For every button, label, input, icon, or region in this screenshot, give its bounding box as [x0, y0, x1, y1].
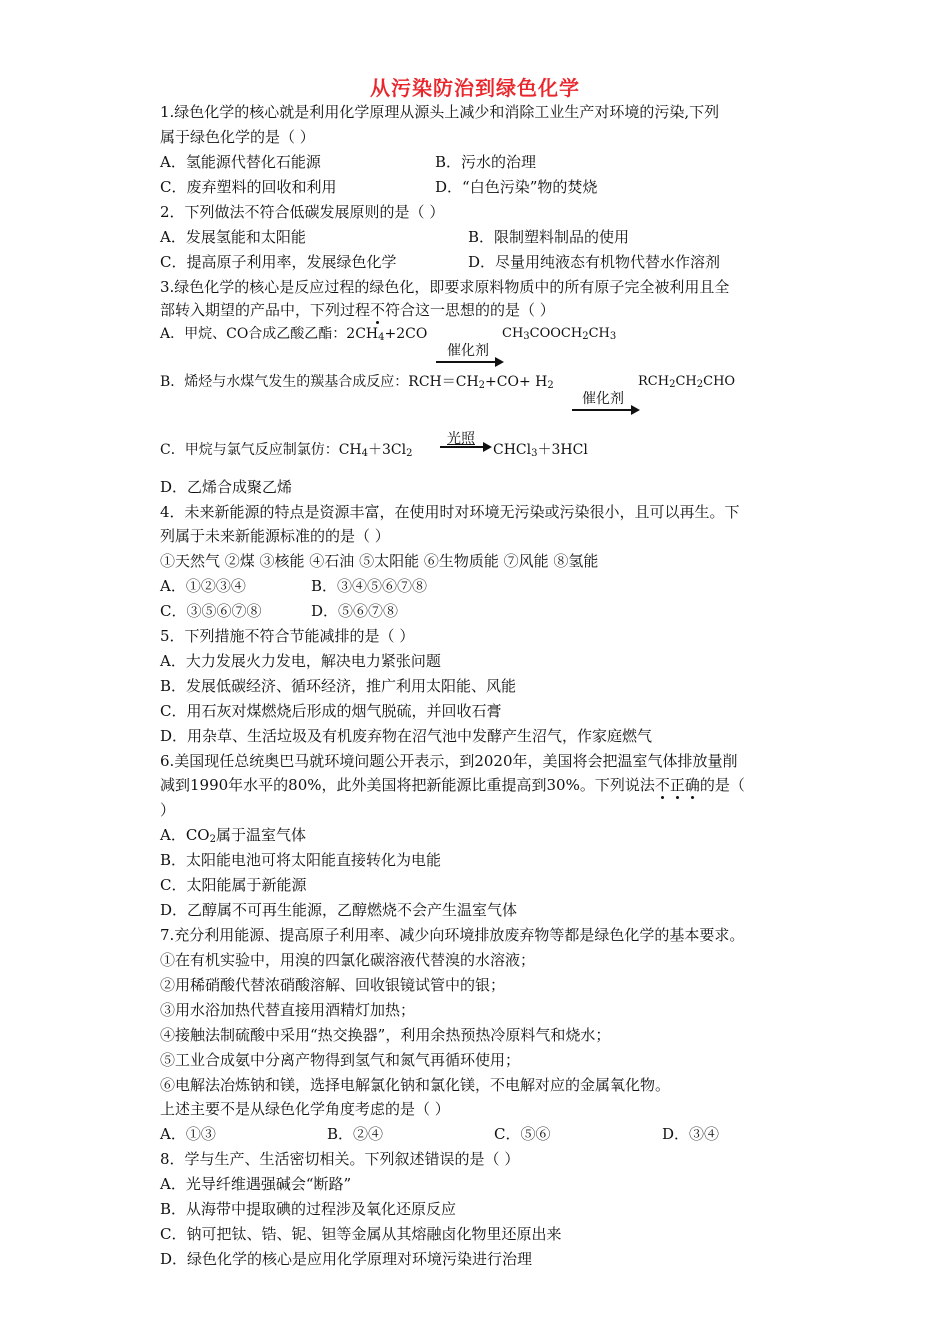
- q6-option-d: D．乙醇属不可再生能源，乙醇燃烧不会产生温室气体: [160, 901, 518, 919]
- q7-stem: 7.充分利用能源、提高原子利用率、减少向环境排放废弃物等都是绿色化学的基本要求。: [160, 926, 745, 944]
- q3-a-condition: 催化剂: [447, 343, 489, 359]
- q3-a-arrow-icon: [436, 361, 502, 363]
- q7-item-4: ④接触法制硫酸中采用“热交换器”，利用余热预热冷原料气和烧水；: [160, 1026, 611, 1044]
- q3-c-sub1: 4: [361, 448, 369, 459]
- q7-option-b: B．②④: [327, 1125, 384, 1143]
- q6-option-a: [160, 825, 306, 850]
- q4-stem-line1: 4．未来新能源的特点是资源丰富，在使用时对环境无污染或污染很小，且可以再生。下: [160, 503, 740, 521]
- q6-stem-pre: 减到1990年水平的80%，此外美国将把新能源比重提高到30%。下列说法: [160, 776, 655, 794]
- q7-item-1: ①在有机实验中，用溴的四氯化碳溶液代替溴的水溶液；: [160, 951, 536, 969]
- q3-b-product-mid: CH: [675, 374, 697, 389]
- q6-option-b: B．太阳能电池可将太阳能直接转化为电能: [160, 851, 442, 869]
- q3-c-product-sub: 3: [531, 448, 538, 459]
- q3-c-product-part: CHCl: [493, 442, 532, 458]
- q6-emphasis-char: 确: [684, 776, 700, 794]
- q2-option-d: D．尽量用纯液态有机物代替水作溶剂: [468, 253, 721, 271]
- q3-b-product-end: CHO: [703, 374, 736, 389]
- q7-item-6: ⑥电解法冶炼钠和镁，选择电解氯化钠和氯化镁，不电解对应的金属氧化物。: [160, 1076, 671, 1094]
- q1-option-d: D．“白色污染”物的焚烧: [435, 178, 598, 196]
- q4-option-b: B．③④⑤⑥⑦⑧: [311, 577, 428, 595]
- q5-stem: 5．下列措施不符合节能减排的是（ ）: [160, 627, 415, 645]
- q3-b-product-sub1: 2: [669, 379, 676, 390]
- q3-option-b: [160, 372, 554, 396]
- q3-a-product-sub3: 3: [609, 331, 617, 342]
- q3-emphasis: 不: [370, 301, 386, 319]
- q3-b-text: B．烯烃与水煤气发生的羰基合成反应：RCH＝CH: [160, 374, 479, 390]
- q8-option-c: C．钠可把钛、锆、铌、钽等金属从其熔融卤化物里还原出来: [160, 1225, 562, 1243]
- q3-c-mid: ＋3Cl: [368, 442, 407, 458]
- q3-stem-line1: 3.绿色化学的核心是反应过程的绿色化，即要求原料物质中的所有原子完全被利用且全: [160, 278, 730, 296]
- q3-b-product: [638, 372, 735, 395]
- q5-option-d: D．用杂草、生活垃圾及有机废弃物在沼气池中发酵产生沼气，作家庭燃气: [160, 727, 653, 745]
- q3-option-d: D．乙烯合成聚乙烯: [160, 478, 293, 496]
- q3-b-arrow-icon: [572, 409, 638, 411]
- q3-c-sub2: 2: [406, 448, 413, 459]
- q3-c-condition: 光照: [447, 431, 475, 447]
- q3-stem-line2: [160, 300, 555, 320]
- q5-option-b: B．发展低碳经济、循环经济，推广利用太阳能、风能: [160, 677, 517, 695]
- q3-option-a: [160, 324, 427, 348]
- q7-option-c: C．⑤⑥: [494, 1125, 551, 1143]
- q1-stem-line1: 1.绿色化学的核心就是利用化学原理从源头上减少和消除工业生产对环境的污染,下列: [160, 103, 720, 121]
- q3-b-sub1: 2: [478, 380, 486, 391]
- q7-option-d: D．③④: [662, 1125, 720, 1143]
- q6-a-pre: A．CO: [160, 826, 210, 844]
- q6-stem-line1: 6.美国现任总统奥巴马就环境问题公开表示，到2020年，美国将会把温室气体排放量削: [160, 752, 738, 770]
- q7-item-3: ③用水浴加热代替直接用酒精灯加热；: [160, 1001, 416, 1019]
- q6-stem-post: 的是（: [699, 776, 745, 794]
- q7-item-5: ⑤工业合成氨中分离产物得到氢气和氮气再循环使用；: [160, 1051, 521, 1069]
- q8-option-b: B．从海带中提取碘的过程涉及氧化还原反应: [160, 1200, 457, 1218]
- q3-option-c: [160, 440, 413, 464]
- q1-option-c: C．废弃塑料的回收和利用: [160, 178, 337, 196]
- q3-a-product-mid: COOCH: [529, 326, 583, 341]
- q3-c-product: [493, 440, 588, 464]
- q5-option-a: A．大力发展火力发电，解决电力紧张问题: [160, 652, 441, 670]
- q4-option-d: D．⑤⑥⑦⑧: [311, 602, 399, 620]
- q3-b-sub2: 2: [547, 380, 554, 391]
- q2-option-b: B．限制塑料制品的使用: [468, 228, 630, 246]
- q2-option-a: A．发展氢能和太阳能: [160, 228, 306, 246]
- q6-stem-line3: ）: [160, 801, 176, 819]
- q8-option-d: D．绿色化学的核心是应用化学原理对环境污染进行治理: [160, 1250, 533, 1268]
- q6-emphasis-char: 正: [669, 776, 685, 794]
- q3-a-product-part: CH: [502, 326, 524, 341]
- q6-option-c: C．太阳能属于新能源: [160, 876, 307, 894]
- q4-option-a: A．①②③④: [160, 577, 246, 595]
- q3-stem-post: 符合这一思想的的是（ ）: [385, 301, 555, 319]
- page-title: 从污染防治到绿色化学: [370, 76, 580, 100]
- q4-stem-line2: 列属于未来新能源标准的的是（ ）: [160, 527, 390, 545]
- q3-a-product-sub2: 2: [582, 331, 589, 342]
- q8-option-a: A．光导纤维遇强碱会“断路”: [160, 1175, 352, 1193]
- q3-stem-pre: 部转入期望的产品中，下列过程: [160, 301, 371, 319]
- q7-item-2: ②用稀硝酸代替浓硝酸溶解、回收银镜试管中的银；: [160, 976, 506, 994]
- q3-a-text: A．甲烷、CO合成乙酸乙酯：2CH: [160, 326, 379, 342]
- q2-option-c: C．提高原子利用率，发展绿色化学: [160, 253, 397, 271]
- q4-list: ①天然气 ②煤 ③核能 ④石油 ⑤太阳能 ⑥生物质能 ⑦风能 ⑧氢能: [160, 552, 599, 570]
- q3-b-condition: 催化剂: [582, 391, 624, 407]
- q5-option-c: C．用石灰对煤燃烧后形成的烟气脱硫，并回收石膏: [160, 702, 502, 720]
- q2-stem: 2．下列做法不符合低碳发展原则的是（ ）: [160, 203, 445, 221]
- q3-b-product-part: RCH: [638, 374, 670, 389]
- q3-a-product-sub1: 3: [523, 331, 530, 342]
- q7-ask: 上述主要不是从绿色化学角度考虑的是（ ）: [160, 1100, 450, 1118]
- q3-a-product: [502, 324, 616, 347]
- q3-c-arrow-icon: [440, 446, 490, 448]
- q6-emphasis-char: 不: [654, 776, 670, 794]
- q1-option-b: B．污水的治理: [435, 153, 537, 171]
- q3-c-text: C．甲烷与氯气反应制氯仿：CH: [160, 442, 362, 458]
- q6-stem-line2: [160, 775, 745, 795]
- q6-a-sub: 2: [209, 834, 216, 845]
- q1-stem-line2: 属于绿色化学的是（ ）: [160, 128, 315, 146]
- q3-a-sub: 4: [378, 332, 385, 343]
- q8-stem: 8．学与生产、生活密切相关。下列叙述错误的是（ ）: [160, 1150, 520, 1168]
- q1-option-a: A．氢能源代替化石能源: [160, 153, 321, 171]
- q4-option-c: C．③⑤⑥⑦⑧: [160, 602, 262, 620]
- q6-emphasis: [655, 776, 700, 794]
- q3-b-product-sub2: 2: [696, 379, 704, 390]
- q3-c-product-end: ＋3HCl: [537, 442, 588, 458]
- q3-a-product-mid2: CH: [588, 326, 610, 341]
- q3-a-mid: +2CO: [384, 326, 428, 342]
- q3-b-mid: +CO+ H: [485, 374, 548, 390]
- q6-a-post: 属于温室气体: [215, 826, 306, 844]
- q7-option-a: A．①③: [160, 1125, 216, 1143]
